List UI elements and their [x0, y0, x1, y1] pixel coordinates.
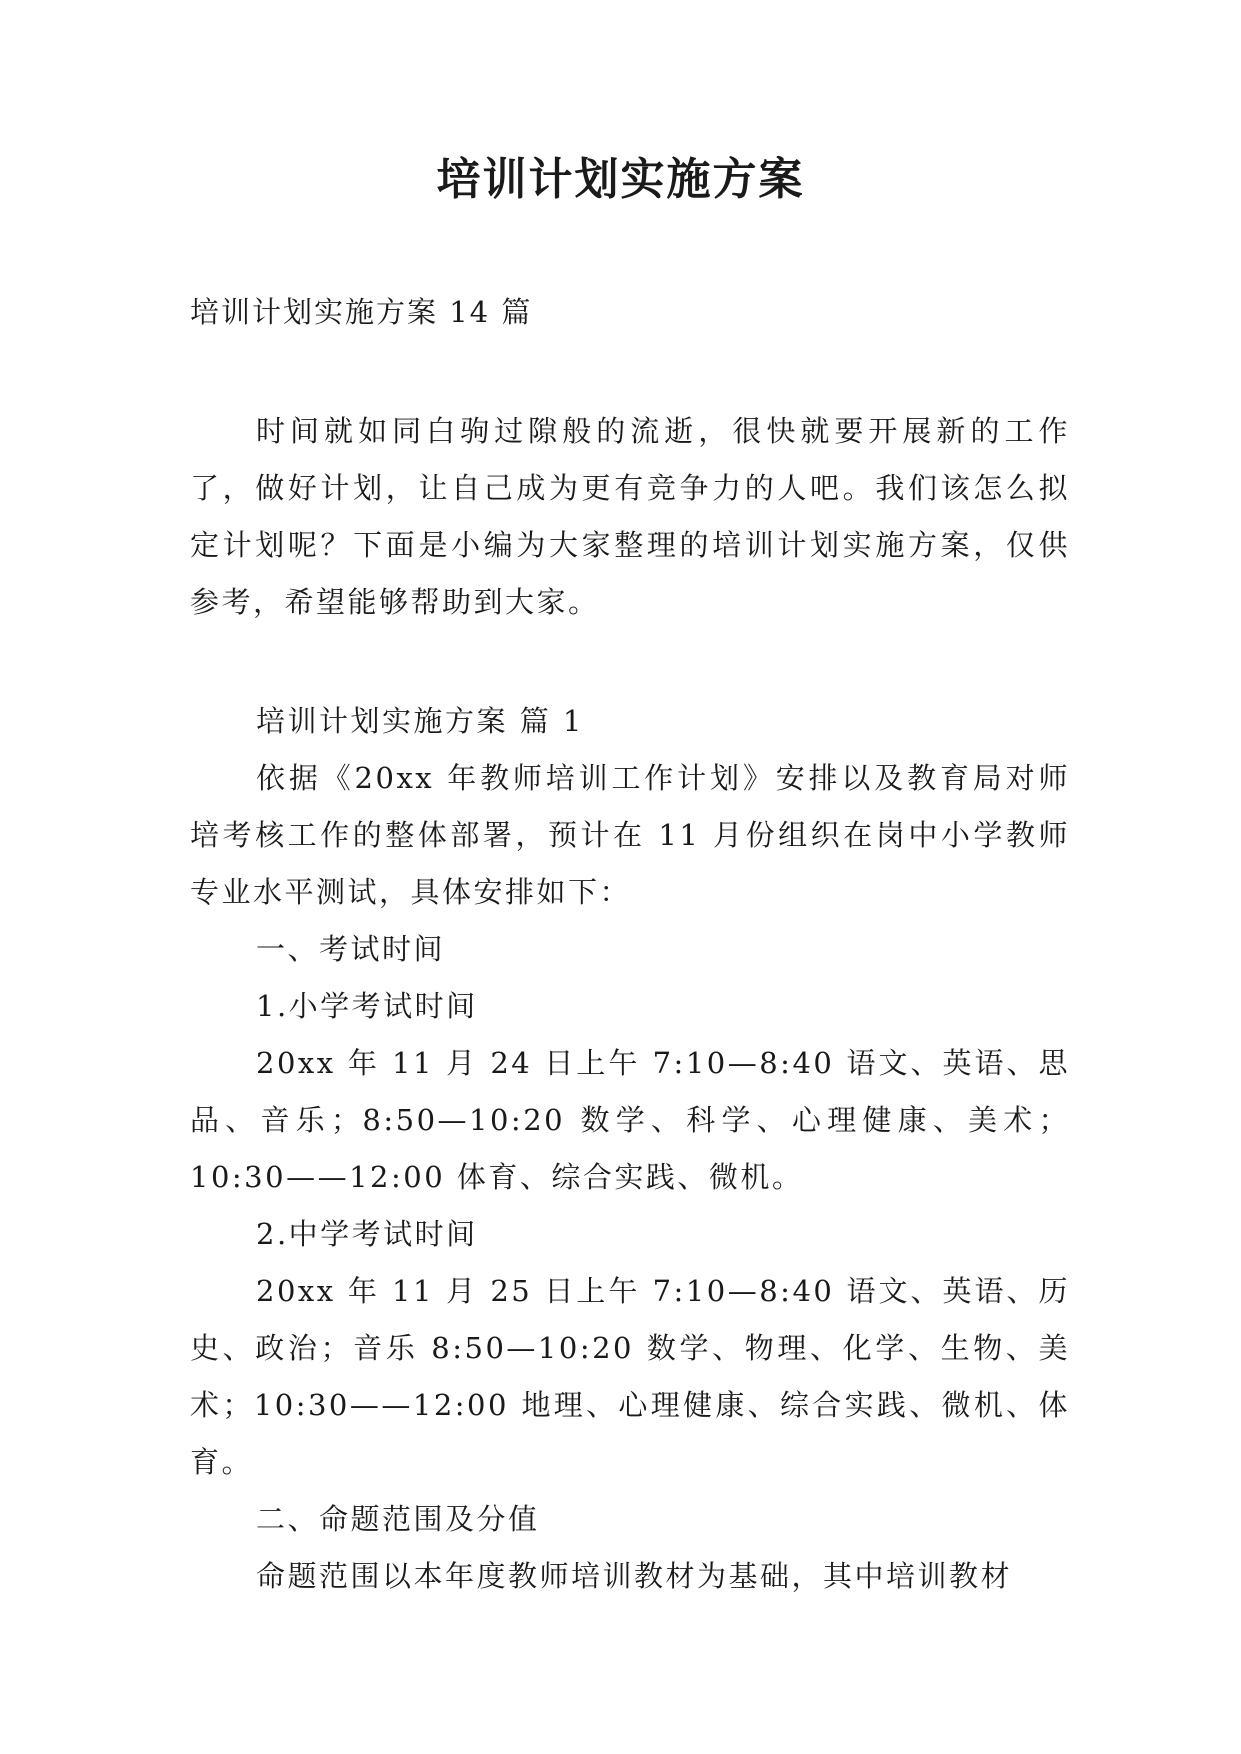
subheading-primary-time: 1.小学考试时间: [256, 989, 478, 1023]
intro-block: [190, 403, 1070, 631]
document-title: 培训计划实施方案: [436, 154, 805, 205]
intro-paragraph: 时间就如同白驹过隙般的流逝，很快就要开展新的工作了，做好计划，让自己成为更有竞争力的人吧。我们该怎么拟定计划呢？下面是小编为大家整理的培训计划实施方案，仅供参考，希望能够帮助到大家。: [190, 414, 1070, 619]
body-paragraph: 依据《20xx 年教师培训工作计划》安排以及教育局对师培考核工作的整体部署，预计在 11 月份组织在岗中小学教师专业水平测试，具体安排如下：: [190, 761, 1070, 909]
subheading-middle-time: 2.中学考试时间: [256, 1217, 478, 1251]
document-subtitle: 培训计划实施方案 14 篇: [190, 295, 533, 329]
body-paragraph: 20xx 年 11 月 24 日上午 7:10—8:40 语文、英语、思品、音乐；8:50—10:20 数学、科学、心理健康、美术；10:30——12:00 体育、综合实践、微机。: [190, 1046, 1070, 1194]
body-paragraph: 命题范围以本年度教师培训教材为基础，其中培训教材: [256, 1559, 1013, 1593]
subheading-exam-time: 一、考试时间: [256, 932, 446, 966]
body-paragraph: 20xx 年 11 月 25 日上午 7:10—8:40 语文、英语、历史、政治；音乐 8:50—10:20 数学、物理、化学、生物、美术；10:30——12:00 地理、心理健康、综合实践、微机、体育。: [190, 1274, 1070, 1479]
section-block: [190, 693, 1070, 1605]
subheading-scope: 二、命题范围及分值: [256, 1502, 540, 1536]
section-heading: 培训计划实施方案 篇 1: [256, 704, 584, 738]
